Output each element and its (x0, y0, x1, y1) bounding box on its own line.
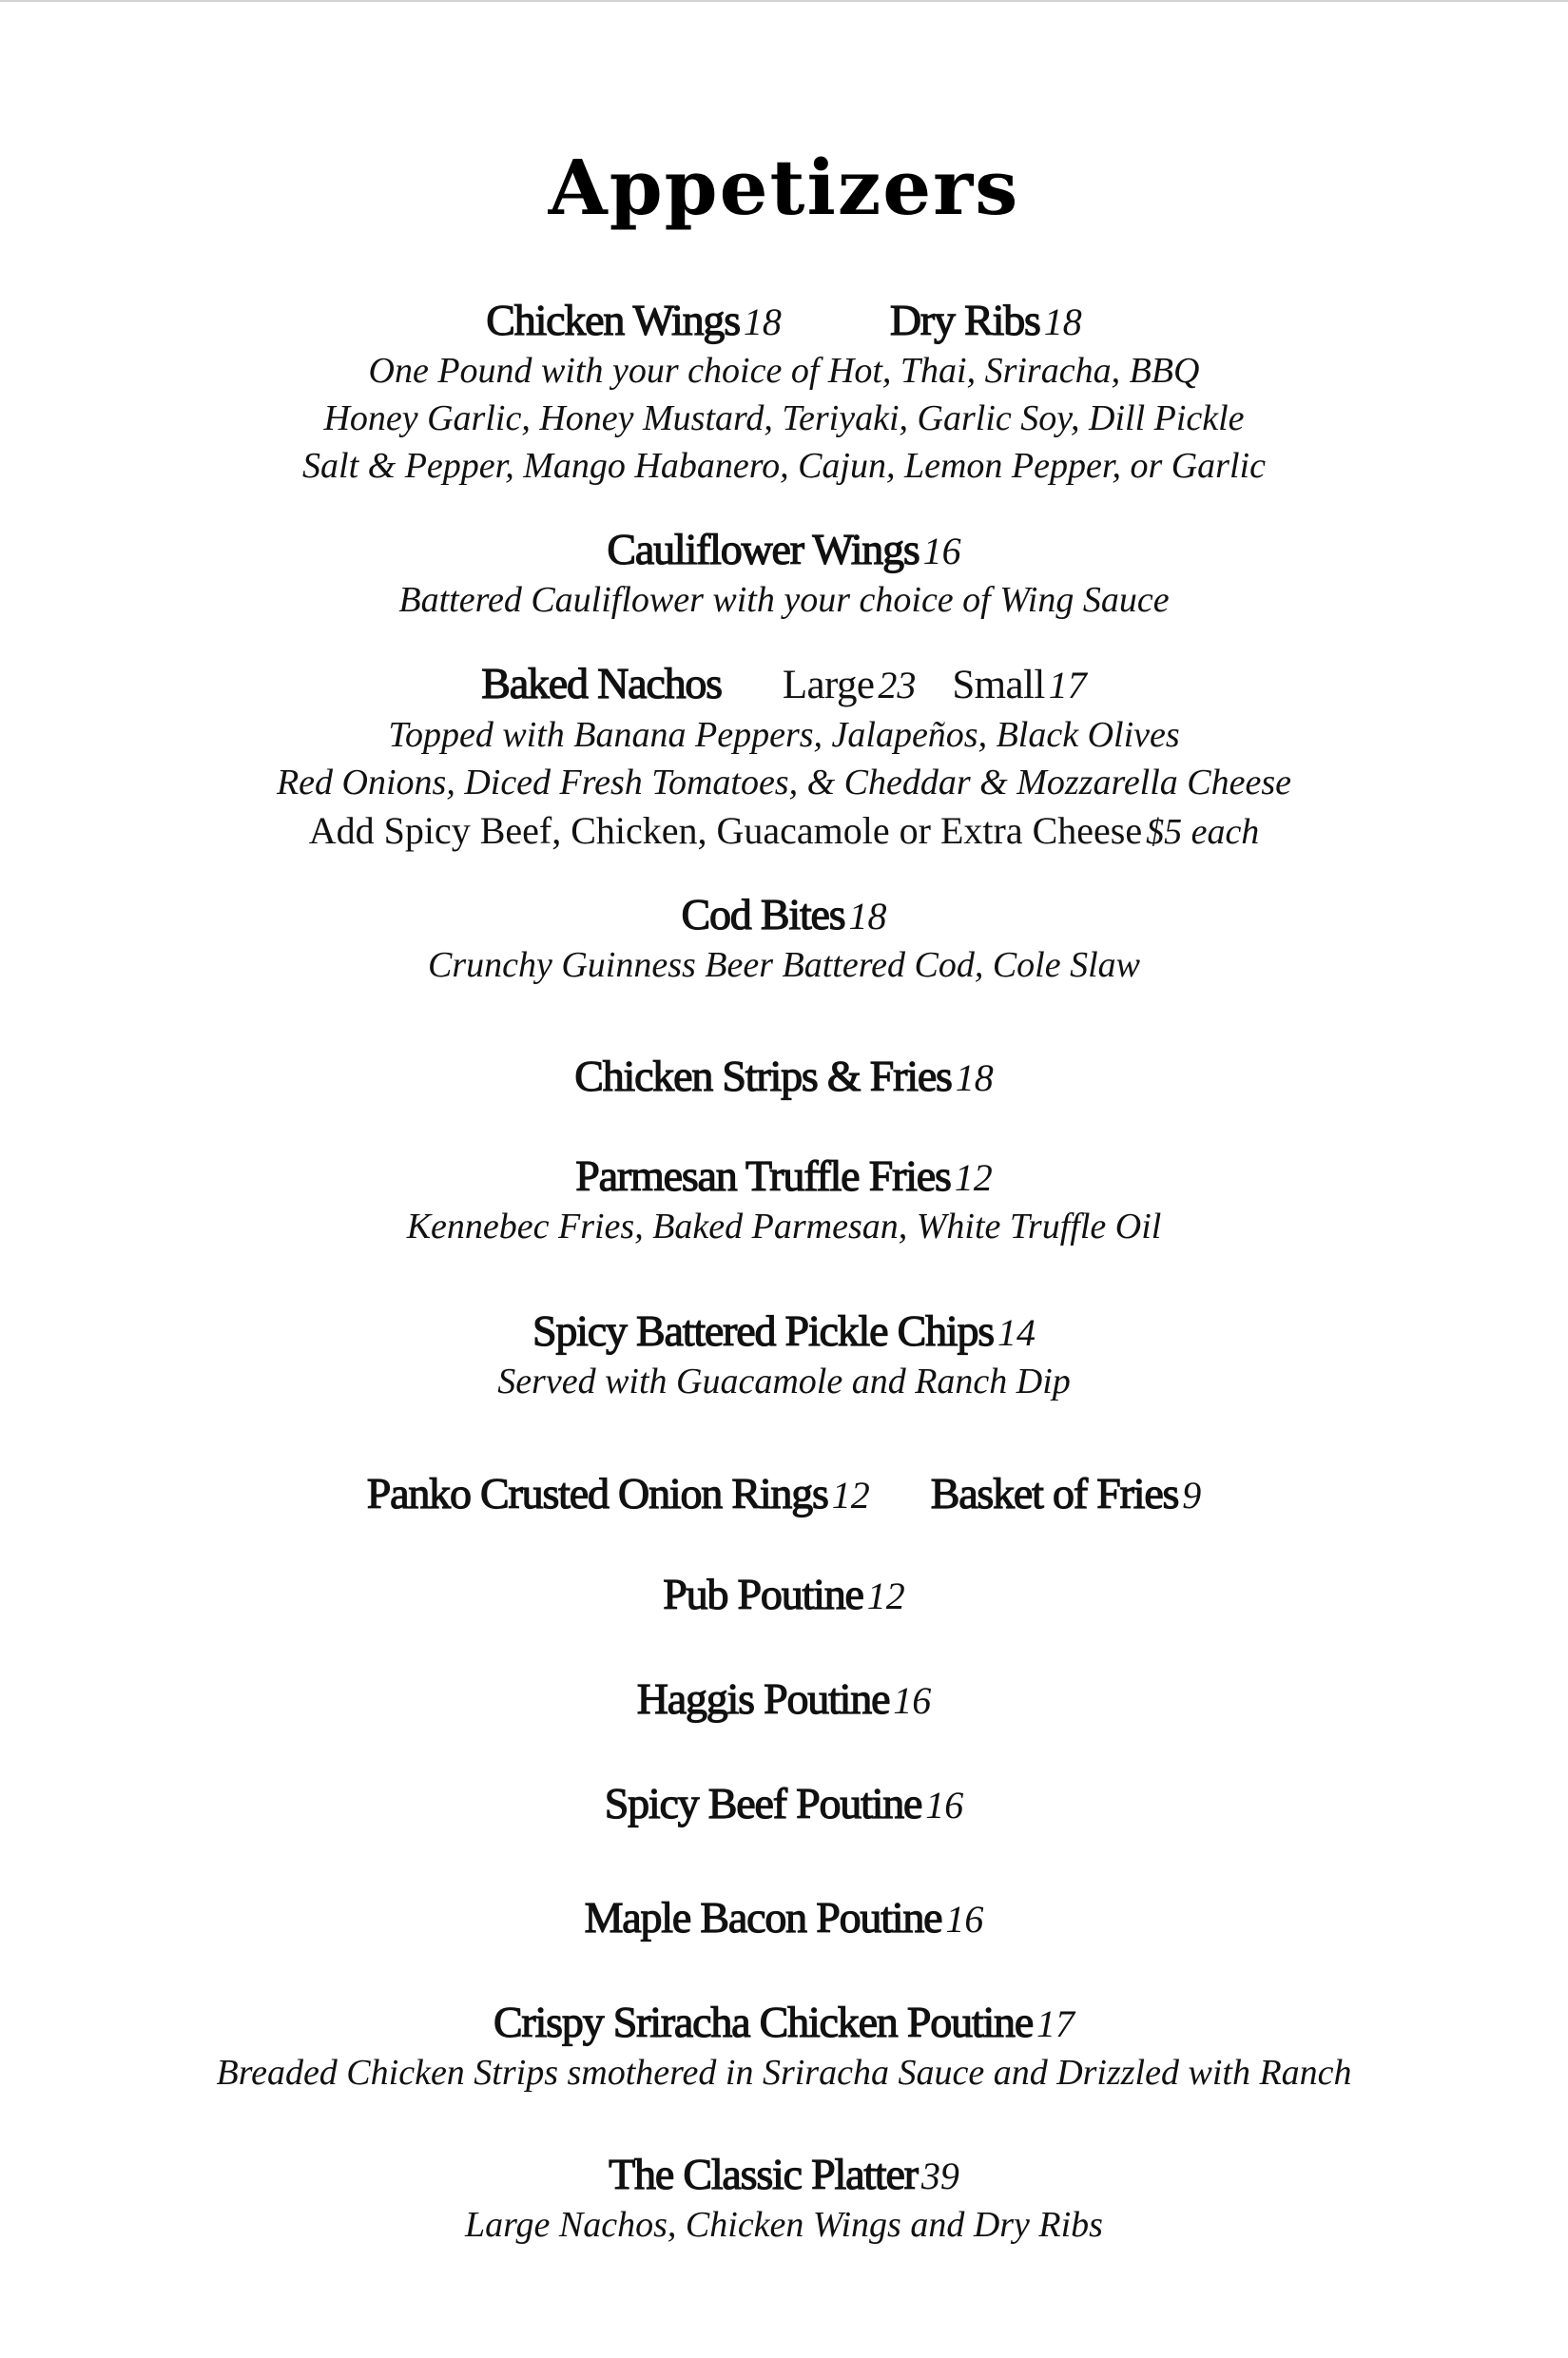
item-name-onion-rings: Panko Crusted Onion Rings (366, 1469, 828, 1517)
platter-desc: Large Nachos, Chicken Wings and Dry Ribs (465, 2205, 1103, 2245)
top-border (0, 0, 1568, 2)
item-name-dry-ribs: Dry Ribs (889, 296, 1040, 344)
cauliflower-row (0, 524, 1568, 574)
item-name-pub-poutine: Pub Poutine (663, 1570, 863, 1618)
haggis-poutine-row (0, 1673, 1568, 1724)
nachos-large-price: 23 (878, 664, 917, 706)
cauliflower-desc: Battered Cauliflower with your choice of Wing Sauce (398, 580, 1170, 620)
item-price-haggis-poutine: 16 (893, 1679, 932, 1722)
item-name-baked-nachos: Baked Nachos (481, 659, 722, 707)
nachos-small-label: Small (952, 663, 1045, 707)
onion-rings-fries-row (0, 1468, 1568, 1518)
wings-desc-line-1: One Pound with your choice of Hot, Thai, Sriracha, BBQ (368, 351, 1200, 391)
nachos-desc-line-1: Topped with Banana Peppers, Jalapeños, Black Olives (388, 715, 1180, 755)
item-price-classic-platter: 39 (920, 2155, 959, 2197)
pickle-chips-row (0, 1305, 1568, 1356)
item-price-dry-ribs: 18 (1043, 300, 1082, 343)
nachos-add-ons (0, 808, 1568, 853)
nachos-add-text: Add Spicy Beef, Chicken, Guacamole or Extra Cheese (308, 809, 1143, 852)
sriracha-poutine-desc: Breaded Chicken Strips smothered in Sriracha Sauce and Drizzled with Ranch (216, 2053, 1352, 2093)
item-price-cod-bites: 18 (848, 895, 887, 937)
item-name-chicken-wings: Chicken Wings (486, 296, 740, 344)
cod-bites-desc: Crunchy Guinness Beer Battered Cod, Cole Slaw (428, 945, 1140, 985)
menu-title: Appetizers (548, 143, 1020, 232)
chicken-strips-row (0, 1051, 1568, 1101)
item-name-spicy-beef-poutine: Spicy Beef Poutine (604, 1779, 922, 1827)
maple-poutine-row (0, 1892, 1568, 1942)
pickle-chips-desc: Served with Guacamole and Ranch Dip (497, 1362, 1071, 1401)
truffle-fries-row (0, 1150, 1568, 1201)
item-name-sriracha-poutine: Crispy Sriracha Chicken Poutine (493, 1998, 1034, 2046)
nachos-large-label: Large (782, 663, 875, 707)
item-price-onion-rings: 12 (831, 1474, 870, 1517)
item-price-spicy-beef-poutine: 16 (925, 1784, 964, 1826)
pub-poutine-row (0, 1569, 1568, 1619)
item-price-maple-bacon-poutine: 16 (945, 1898, 984, 1941)
item-name-pickle-chips: Spicy Battered Pickle Chips (532, 1306, 995, 1355)
item-name-haggis-poutine: Haggis Poutine (636, 1674, 890, 1723)
item-name-truffle-fries: Parmesan Truffle Fries (575, 1151, 951, 1200)
nachos-row (0, 658, 1568, 708)
nachos-small-price: 17 (1048, 664, 1087, 706)
item-price-chicken-wings: 18 (743, 300, 782, 343)
item-name-cauliflower-wings: Cauliflower Wings (607, 525, 920, 573)
item-name-basket-of-fries: Basket of Fries (930, 1469, 1179, 1517)
item-name-cod-bites: Cod Bites (681, 890, 845, 938)
beef-poutine-row (0, 1778, 1568, 1828)
item-price-pub-poutine: 12 (866, 1575, 905, 1617)
item-name-chicken-strips: Chicken Strips & Fries (574, 1052, 952, 1100)
item-price-pickle-chips: 14 (997, 1311, 1036, 1354)
item-price-basket-of-fries: 9 (1182, 1474, 1202, 1517)
item-name-classic-platter: The Classic Platter (609, 2150, 918, 2198)
sriracha-poutine-row (0, 1997, 1568, 2047)
wings-desc-line-2: Honey Garlic, Honey Mustard, Teriyaki, Garlic Soy, Dill Pickle (323, 398, 1245, 438)
nachos-add-price: $5 each (1146, 812, 1260, 852)
platter-row (0, 2149, 1568, 2199)
truffle-fries-desc: Kennebec Fries, Baked Parmesan, White Truffle Oil (406, 1207, 1162, 1247)
wings-ribs-row (0, 295, 1568, 345)
item-price-truffle-fries: 12 (954, 1156, 993, 1199)
wings-desc-line-3: Salt & Pepper, Mango Habanero, Cajun, Lemon Pepper, or Garlic (302, 446, 1266, 486)
nachos-desc-line-2: Red Onions, Diced Fresh Tomatoes, & Cheddar & Mozzarella Cheese (276, 763, 1292, 802)
item-price-chicken-strips: 18 (955, 1056, 994, 1099)
item-name-maple-bacon-poutine: Maple Bacon Poutine (584, 1893, 942, 1942)
item-price-sriracha-poutine: 17 (1036, 2002, 1075, 2045)
cod-bites-row (0, 889, 1568, 939)
item-price-cauliflower-wings: 16 (922, 530, 961, 572)
